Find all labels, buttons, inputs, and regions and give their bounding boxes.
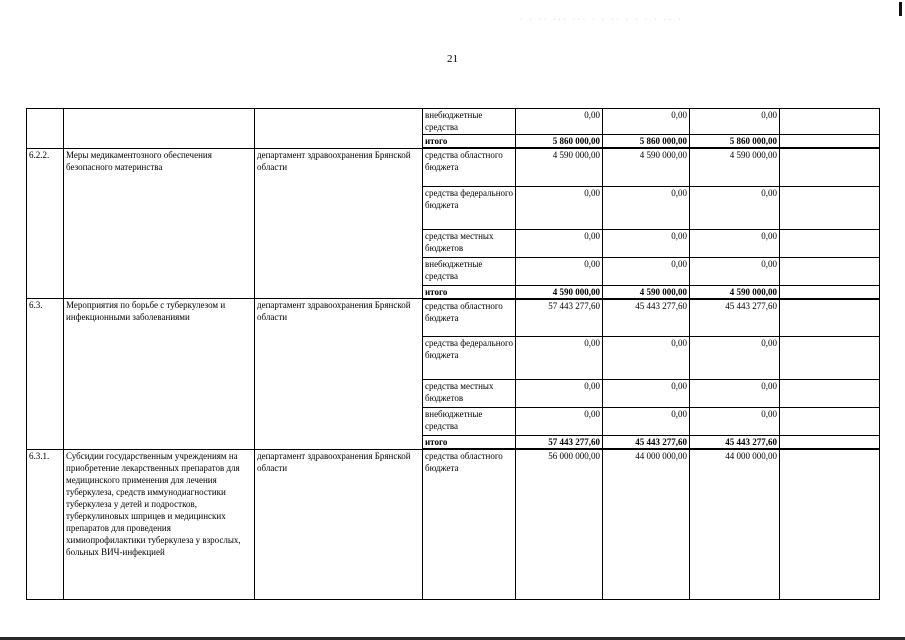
item-executor: департамент здравоохранения Брянской области [255,449,423,599]
item-name: Меры медикаментозного обеспечения безопасного материнства [64,148,255,299]
amount-cell-3: 5 860 000,00 [690,135,780,149]
scan-edge-mark [899,2,902,16]
amount-cell-2: 45 443 277,60 [603,299,690,337]
funding-source: внебюджетные средства [423,257,516,285]
item-executor: департамент здравоохранения Брянской области [255,148,423,299]
funding-source: внебюджетные средства [423,408,516,436]
funding-source: средства местных бюджетов [423,380,516,408]
amount-cell-1: 4 590 000,00 [516,148,603,186]
item-name [64,109,255,149]
item-code: 6.3.1. [27,449,64,599]
table-row [27,148,880,186]
funding-source: итого [423,285,516,299]
item-executor: департамент здравоохранения Брянской области [255,299,423,450]
budget-table-body [27,109,880,600]
amount-cell-2: 0,00 [603,380,690,408]
amount-cell-3: 4 590 000,00 [690,148,780,186]
empty-cell [780,186,880,229]
page-number: 21 [447,53,458,65]
amount-cell-1: 0,00 [516,408,603,436]
funding-source: средства федерального бюджета [423,337,516,380]
amount-cell-1: 0,00 [516,337,603,380]
amount-cell-2: 0,00 [603,229,690,257]
amount-cell-3: 45 443 277,60 [690,299,780,337]
amount-cell-2: 0,00 [603,337,690,380]
amount-cell-3: 45 443 277,60 [690,436,780,450]
empty-cell [780,337,880,380]
amount-cell-1: 0,00 [516,380,603,408]
amount-cell-1: 4 590 000,00 [516,285,603,299]
empty-cell [780,299,880,337]
funding-source: внебюджетные средства [423,109,516,135]
empty-cell [780,148,880,186]
funding-source: средства местных бюджетов [423,229,516,257]
budget-table [26,108,880,600]
amount-cell-3: 0,00 [690,380,780,408]
amount-cell-3: 0,00 [690,109,780,135]
amount-cell-3: 44 000 000,00 [690,449,780,599]
empty-cell [780,408,880,436]
funding-source: итого [423,135,516,149]
empty-cell [780,135,880,149]
item-code: 6.3. [27,299,64,450]
item-code: 6.2.2. [27,148,64,299]
table-row [27,449,880,599]
amount-cell-2: 0,00 [603,186,690,229]
amount-cell-2: 45 443 277,60 [603,436,690,450]
empty-cell [780,380,880,408]
empty-cell [780,285,880,299]
empty-cell [780,257,880,285]
amount-cell-1: 0,00 [516,229,603,257]
scan-noise: · · ·· ··· ··· · · ·· · · · · ·· · [520,17,684,23]
item-code [27,109,64,149]
amount-cell-1: 0,00 [516,186,603,229]
amount-cell-3: 0,00 [690,257,780,285]
empty-cell [780,109,880,135]
amount-cell-1: 0,00 [516,109,603,135]
amount-cell-1: 0,00 [516,257,603,285]
amount-cell-2: 4 590 000,00 [603,148,690,186]
amount-cell-3: 0,00 [690,186,780,229]
amount-cell-1: 57 443 277,60 [516,436,603,450]
amount-cell-3: 0,00 [690,229,780,257]
funding-source: средства федерального бюджета [423,186,516,229]
amount-cell-1: 5 860 000,00 [516,135,603,149]
amount-cell-2: 0,00 [603,408,690,436]
amount-cell-2: 44 000 000,00 [603,449,690,599]
funding-source: средства областного бюджета [423,299,516,337]
amount-cell-3: 4 590 000,00 [690,285,780,299]
item-name: Субсидии государственным учреждениям на приобретение лекарственных препаратов для медицинского применения для лечения туберкулеза, средств иммунодиагностики туберкулеза у детей и подростков, туберкулиновых шприцев и медицинских препаратов для проведения химиопрофилактики туберкулеза у взрослых, больных ВИЧ-инфекцией [64,449,255,599]
amount-cell-2: 0,00 [603,109,690,135]
amount-cell-3: 0,00 [690,337,780,380]
empty-cell [780,436,880,450]
amount-cell-1: 57 443 277,60 [516,299,603,337]
funding-source: средства областного бюджета [423,449,516,599]
amount-cell-1: 56 000 000,00 [516,449,603,599]
amount-cell-2: 0,00 [603,257,690,285]
funding-source: средства областного бюджета [423,148,516,186]
table-row [27,299,880,337]
funding-source: итого [423,436,516,450]
amount-cell-2: 4 590 000,00 [603,285,690,299]
table-row [27,109,880,135]
amount-cell-2: 5 860 000,00 [603,135,690,149]
amount-cell-3: 0,00 [690,408,780,436]
empty-cell [780,449,880,599]
item-executor [255,109,423,149]
empty-cell [780,229,880,257]
item-name: Мероприятия по борьбе с туберкулезом и инфекционными заболеваниями [64,299,255,450]
